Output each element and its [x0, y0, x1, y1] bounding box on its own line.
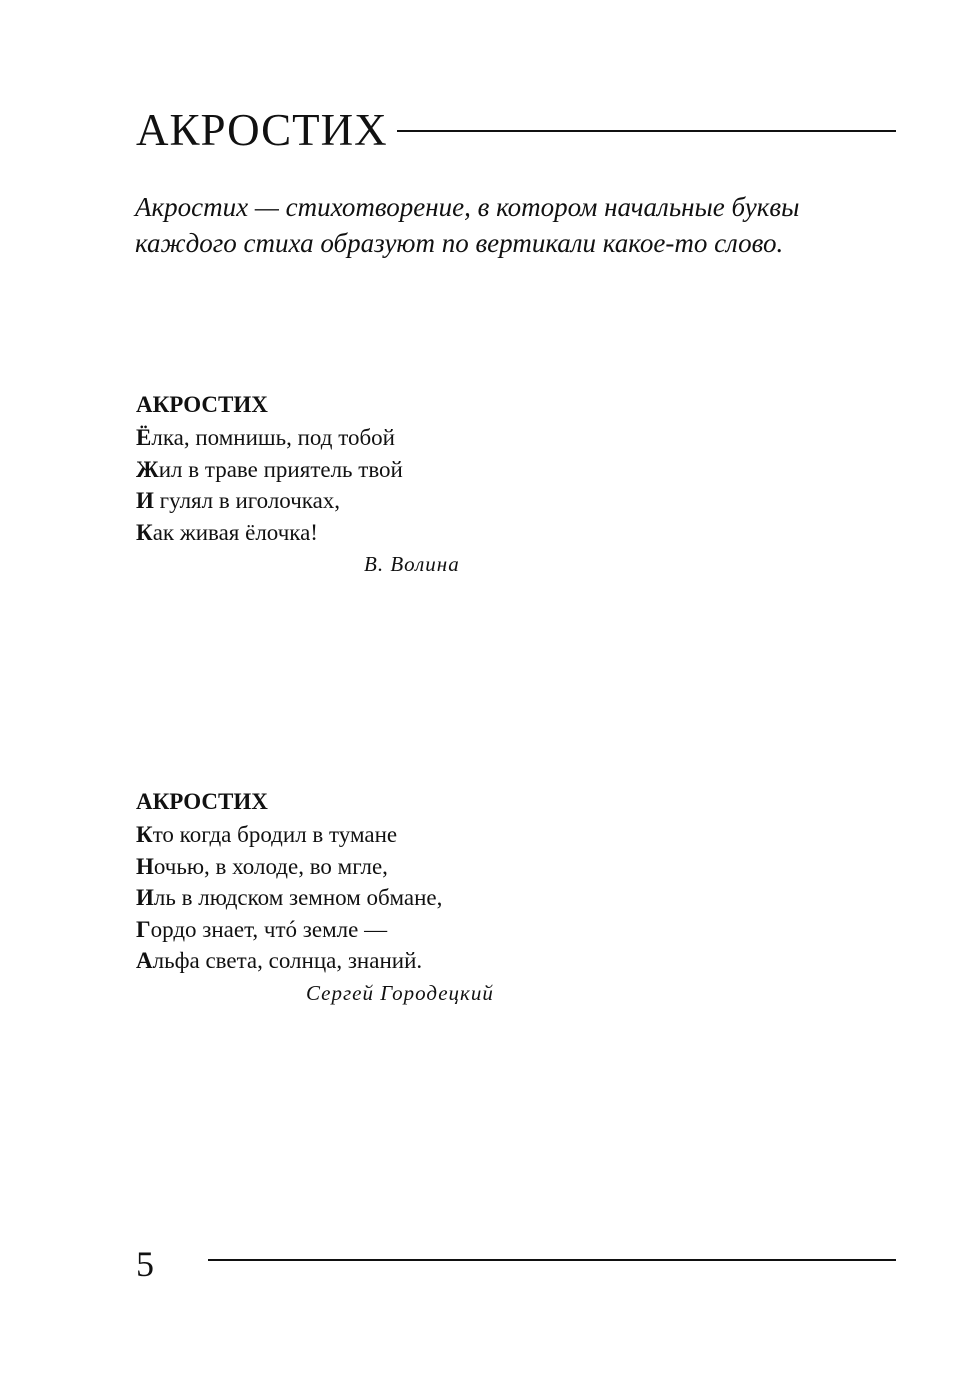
poem-line-initial: И [136, 488, 154, 513]
poem-line-text: ак живая ёлочка! [152, 519, 318, 545]
page-footer [136, 1238, 896, 1288]
poem-title: АКРОСТИХ [136, 392, 268, 417]
poem-line-text: гулял в иголочках, [153, 488, 341, 513]
poem-line-initial: К [136, 822, 153, 847]
definition-text: Акростих — стихотворение, в котором начальные буквы каждого стиха образуют по вертикали какое-то слово. [135, 192, 800, 258]
poem-line [136, 882, 636, 914]
poem-line [136, 422, 636, 454]
poem-line-text: ль в людском земном обмане, [153, 885, 443, 910]
footer-rule [208, 1259, 896, 1261]
poem-line-initial: Г [136, 916, 151, 942]
poem-author: Сергей Городецкий [306, 980, 494, 1005]
poem-title: АКРОСТИХ [136, 789, 268, 814]
poem-line-initial: А [136, 948, 153, 973]
poem-author: В. Волина [364, 552, 460, 576]
poem-gorodetsky [136, 787, 636, 1009]
poem-line [136, 485, 636, 517]
poem-line-initial: Ж [136, 456, 159, 482]
poem-volina [136, 390, 636, 580]
page-header [136, 104, 896, 160]
poem-line-initial: И [136, 885, 154, 910]
header-rule [397, 130, 896, 132]
poem-line [136, 517, 636, 549]
page-number: 5 [136, 1244, 154, 1284]
poem-line-text: очью, в холоде, во мгле, [153, 853, 388, 879]
poem-line [136, 851, 636, 883]
poem-line-text: льфа света, солнца, знаний. [152, 948, 423, 973]
poem-line-text: то когда бродил в тумане [152, 822, 398, 847]
poem-line [136, 914, 636, 946]
poem-line-initial: Н [136, 853, 154, 879]
poem-line-text: лка, помнишь, под тобой [151, 425, 395, 450]
poem-line-text: ил в траве приятель твой [158, 456, 403, 482]
poem-line [136, 819, 636, 851]
poem-line [136, 945, 636, 977]
poem-line-initial: Ё [136, 425, 152, 450]
poem-line-initial: К [136, 519, 153, 545]
poem-line-text: ордо знает, чтó земле — [150, 916, 388, 942]
page-title: АКРОСТИХ [136, 105, 388, 155]
poem-line [136, 454, 636, 486]
